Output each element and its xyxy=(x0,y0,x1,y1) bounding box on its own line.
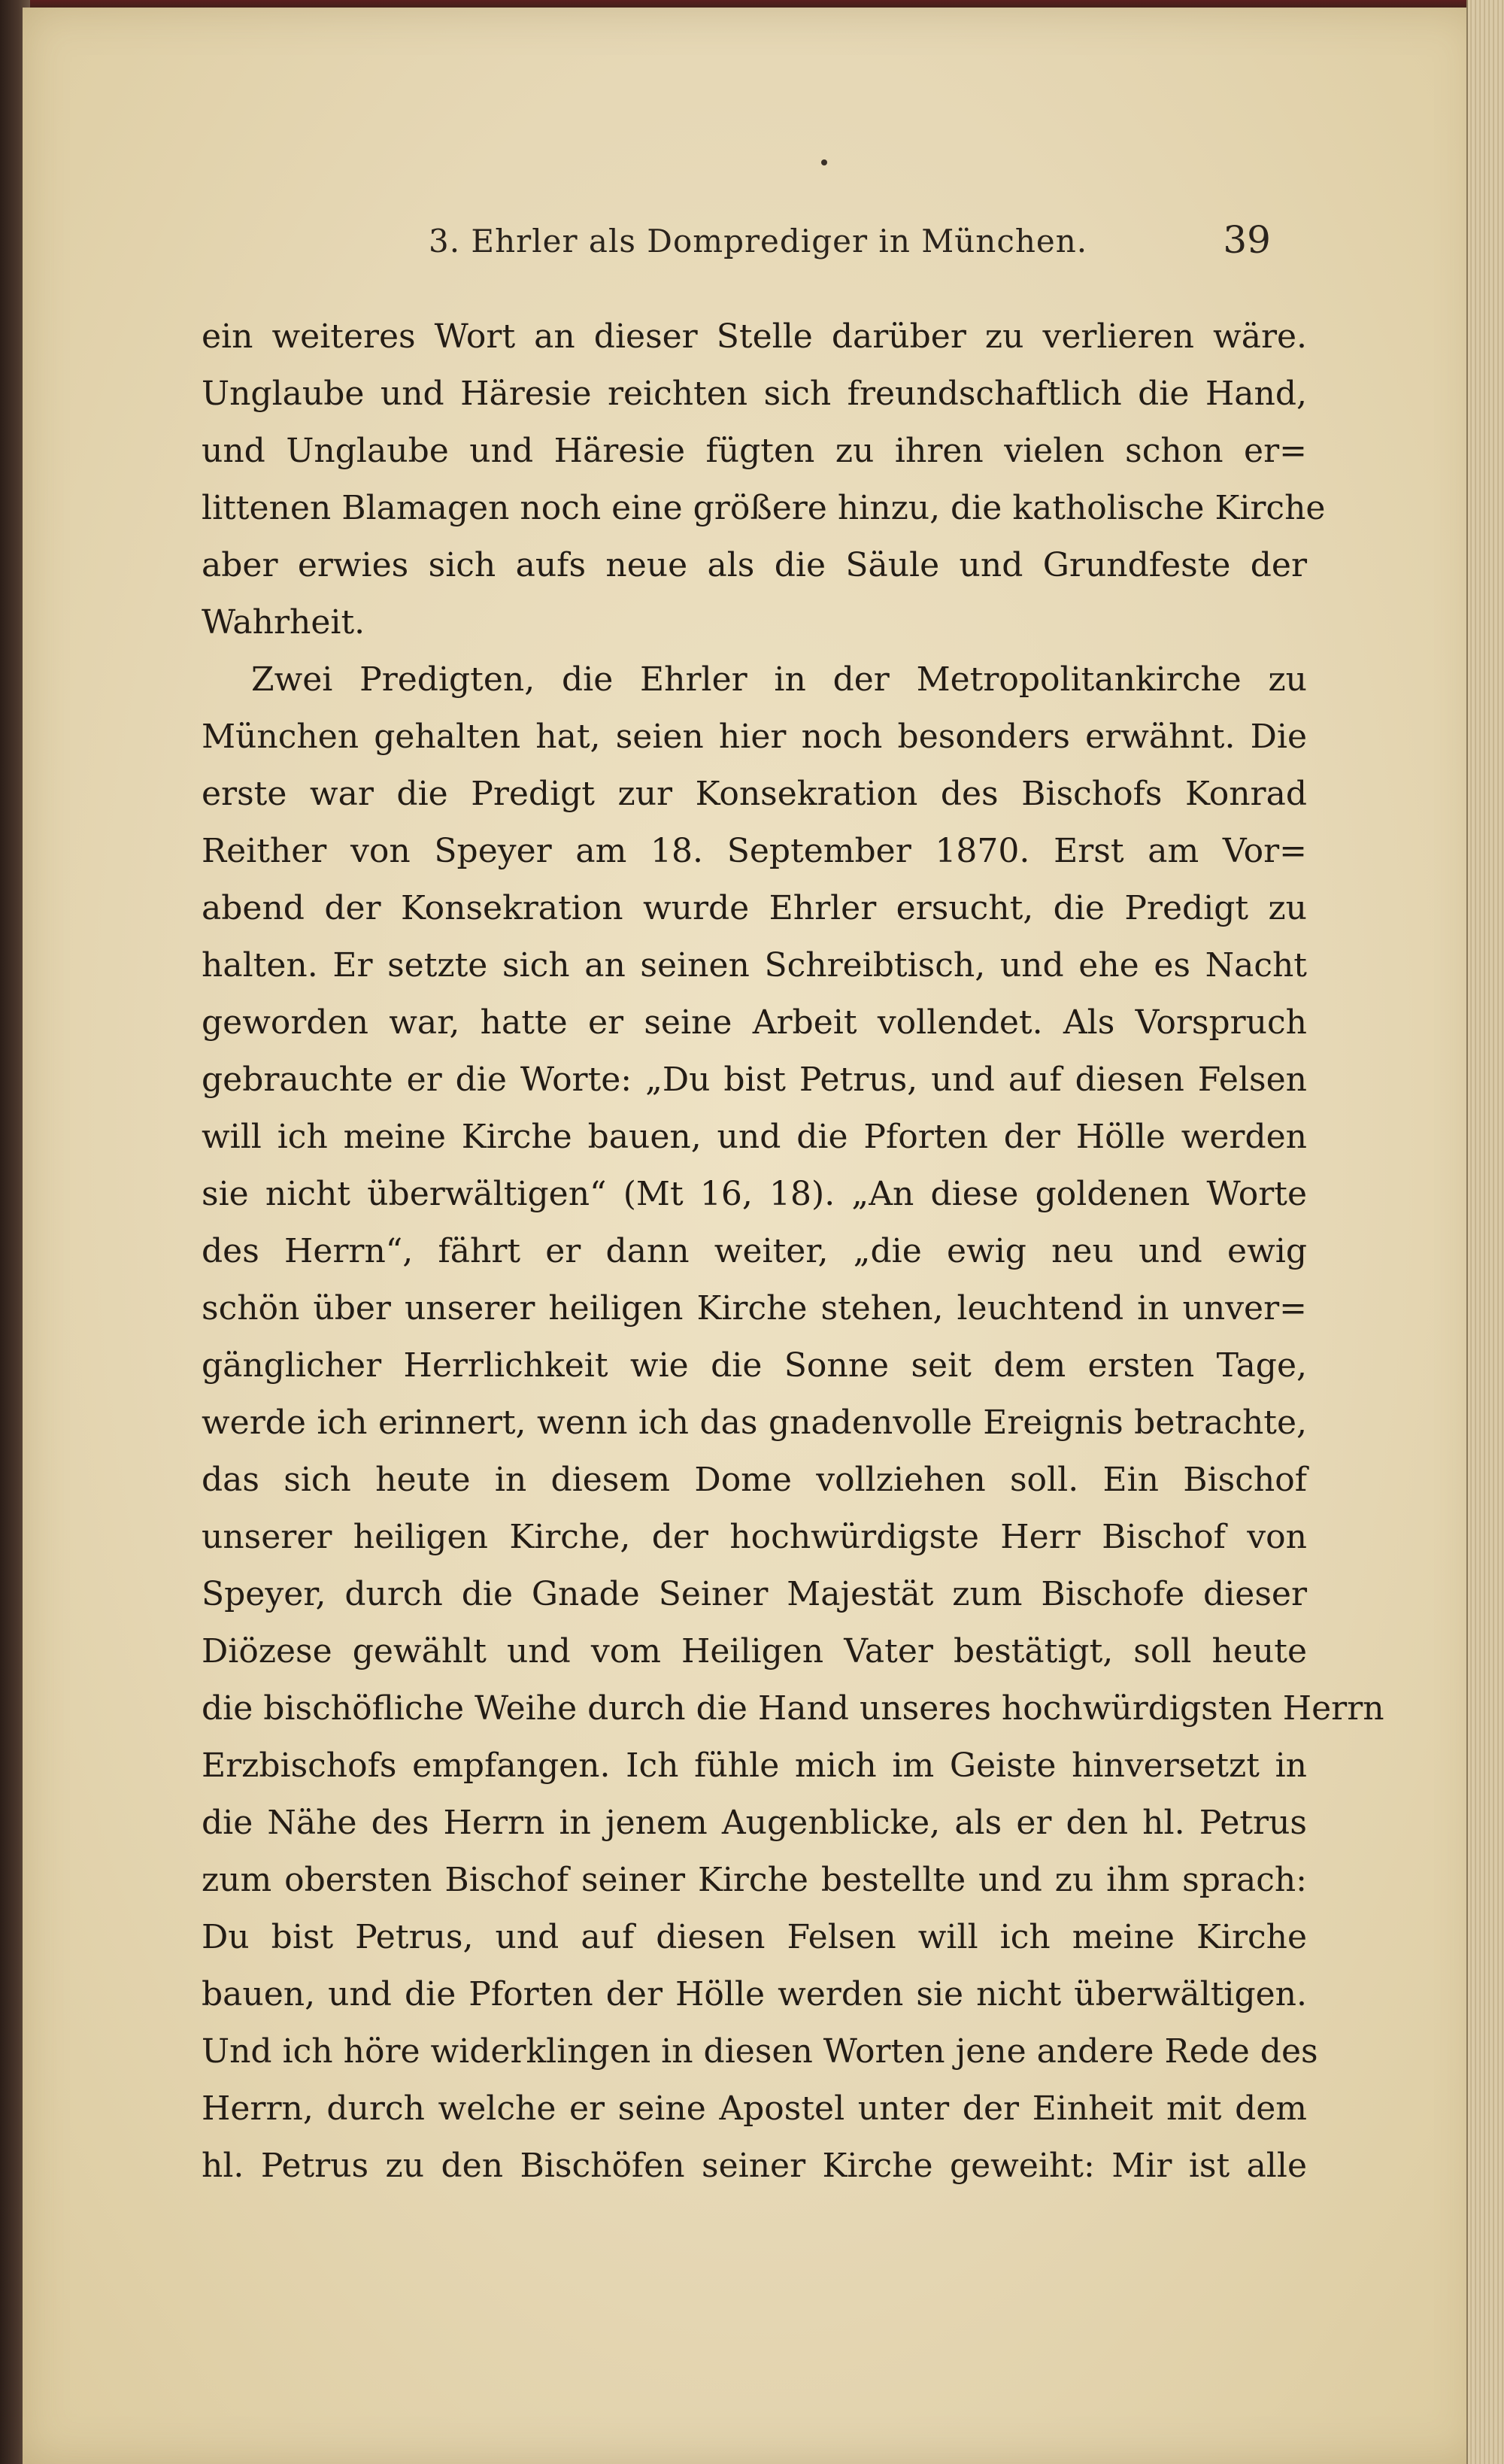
text-line: zum obersten Bischof seiner Kirche bestellte und zu ihm sprach: xyxy=(202,1861,1307,1899)
text-line: halten. Er setzte sich an seinen Schreibtisch, und ehe es Nacht xyxy=(202,946,1307,985)
page-stack-edge xyxy=(1466,0,1504,2464)
text-line: München gehalten hat, seien hier noch besonders erwähnt. Die xyxy=(202,718,1307,756)
text-line: Wahrheit. xyxy=(202,603,365,642)
book-page xyxy=(23,8,1481,2464)
text-line: Speyer, durch die Gnade Seiner Majestät zum Bischofe dieser xyxy=(202,1575,1307,1613)
text-line: will ich meine Kirche bauen, und die Pforten der Hölle werden xyxy=(202,1118,1307,1156)
text-line: aber erwies sich aufs neue als die Säule und Grundfeste der xyxy=(202,546,1307,584)
text-line: Du bist Petrus, und auf diesen Felsen will ich meine Kirche xyxy=(202,1918,1307,1956)
text-line: Und ich höre widerklingen in diesen Worten jene andere Rede des xyxy=(202,2032,1318,2071)
page-header xyxy=(203,212,1286,272)
text-line: erste war die Predigt zur Konsekration des Bischofs Konrad xyxy=(202,775,1307,813)
text-line: Unglaube und Häresie reichten sich freundschaftlich die Hand, xyxy=(202,375,1307,413)
text-line: abend der Konsekration wurde Ehrler ersucht, die Predigt zu xyxy=(202,889,1307,927)
text-line: des Herrn“, fährt er dann weiter, „die ewig neu und ewig xyxy=(202,1232,1307,1270)
running-head: 3. Ehrler als Domprediger in München. xyxy=(429,223,1088,259)
text-line: unserer heiligen Kirche, der hochwürdigste Herr Bischof von xyxy=(202,1518,1307,1556)
text-line: Diözese gewählt und vom Heiligen Vater bestätigt, soll heute xyxy=(202,1632,1307,1670)
text-line: werde ich erinnert, wenn ich das gnadenvolle Ereignis betrachte, xyxy=(202,1403,1307,1442)
text-line: gebrauchte er die Worte: „Du bist Petrus, und auf diesen Felsen xyxy=(202,1061,1307,1099)
text-line: und Unglaube und Häresie fügten zu ihren vielen schon er= xyxy=(202,432,1307,470)
page-number: 39 xyxy=(1223,218,1271,262)
text-line: Erzbischofs empfangen. Ich fühle mich im Geiste hinversetzt in xyxy=(202,1746,1307,1785)
text-line: die Nähe des Herrn in jenem Augenblicke, als er den hl. Petrus xyxy=(202,1804,1307,1842)
text-line: hl. Petrus zu den Bischöfen seiner Kirche geweiht: Mir ist alle xyxy=(202,2147,1307,2185)
text-line: das sich heute in diesem Dome vollziehen soll. Ein Bischof xyxy=(202,1461,1307,1499)
text-line: schön über unserer heiligen Kirche stehen, leuchtend in unver= xyxy=(202,1289,1307,1328)
text-line: geworden war, hatte er seine Arbeit vollendet. Als Vorspruch xyxy=(202,1003,1307,1042)
text-line: die bischöfliche Weihe durch die Hand unseres hochwürdigsten Herrn xyxy=(202,1689,1384,1728)
text-line: sie nicht überwältigen“ (Mt 16, 18). „An diese goldenen Worte xyxy=(202,1175,1307,1213)
text-line: ein weiteres Wort an dieser Stelle darüber zu verlieren wäre. xyxy=(202,317,1307,356)
text-line: Herrn, durch welche er seine Apostel unter der Einheit mit dem xyxy=(202,2089,1307,2128)
body-text xyxy=(202,308,1384,2195)
text-line: bauen, und die Pforten der Hölle werden sie nicht überwältigen. xyxy=(202,1975,1307,2013)
text-line: littenen Blamagen noch eine größere hinzu, die katholische Kirche xyxy=(202,489,1326,527)
print-speck xyxy=(821,159,827,165)
text-line: gänglicher Herrlichkeit wie die Sonne seit dem ersten Tage, xyxy=(202,1346,1307,1385)
text-line: Reither von Speyer am 18. September 1870. Erst am Vor= xyxy=(202,832,1307,870)
text-line: Zwei Predigten, die Ehrler in der Metropolitankirche zu xyxy=(251,660,1307,699)
